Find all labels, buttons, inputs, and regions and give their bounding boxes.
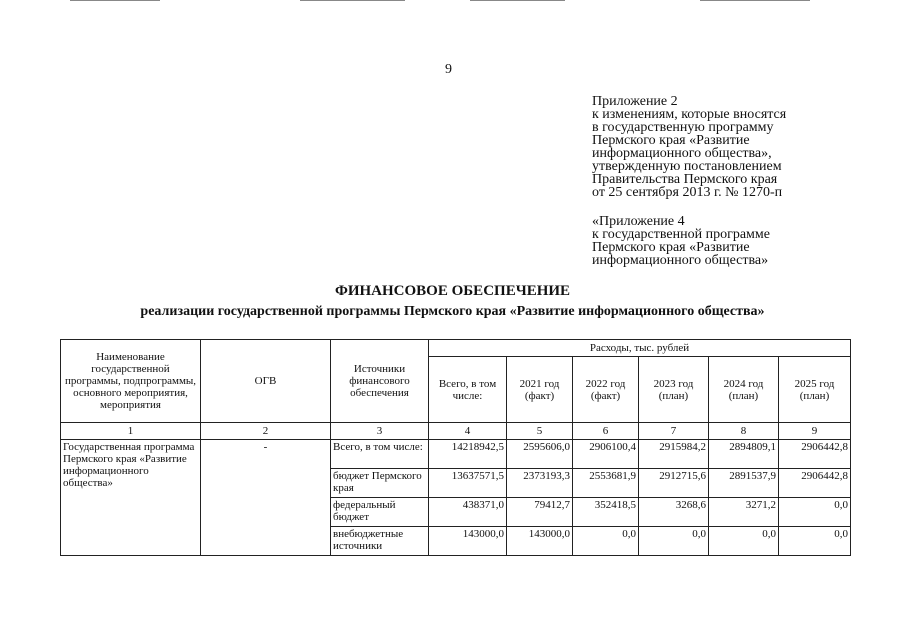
top-edge-line xyxy=(70,0,160,1)
financing-table xyxy=(60,339,851,556)
value-cell: 2553681,9 xyxy=(573,469,639,498)
value-cell: 0,0 xyxy=(639,527,709,556)
ogv-cell: - xyxy=(201,440,331,556)
source-cell: Всего, в том числе: xyxy=(331,440,429,469)
appendix-line: информационного общества» xyxy=(592,253,769,268)
column-number: 3 xyxy=(331,423,429,440)
header-2021: 2021 год (факт) xyxy=(507,357,573,423)
program-name-cell: Государственная программа Пермского края «Развитие информационного общества» xyxy=(61,440,201,556)
value-cell: 143000,0 xyxy=(507,527,573,556)
header-2024: 2024 год (план) xyxy=(709,357,779,423)
appendix-line: Правительства Пермского края xyxy=(592,172,778,187)
value-cell: 0,0 xyxy=(779,498,851,527)
appendix-line: Пермского края «Развитие xyxy=(592,133,750,148)
source-cell: бюджет Пермского края xyxy=(331,469,429,498)
value-cell: 352418,5 xyxy=(573,498,639,527)
value-cell: 2373193,3 xyxy=(507,469,573,498)
value-cell: 14218942,5 xyxy=(429,440,507,469)
header-sources: Источники финансового обеспечения xyxy=(331,340,429,423)
appendix-4-note xyxy=(592,215,897,267)
appendix-line: Приложение 2 xyxy=(592,94,678,109)
column-number: 1 xyxy=(61,423,201,440)
value-cell: 2906442,8 xyxy=(779,440,851,469)
value-cell: 13637571,5 xyxy=(429,469,507,498)
header-ogv: ОГВ xyxy=(201,340,331,423)
header-2023: 2023 год (план) xyxy=(639,357,709,423)
value-cell: 2906442,8 xyxy=(779,469,851,498)
value-cell: 2894809,1 xyxy=(709,440,779,469)
column-number: 4 xyxy=(429,423,507,440)
appendix-line: информационного общества», xyxy=(592,146,772,161)
value-cell: 0,0 xyxy=(573,527,639,556)
source-cell: федеральный бюджет xyxy=(331,498,429,527)
page-number: 9 xyxy=(445,62,452,77)
header-total: Всего, в том числе: xyxy=(429,357,507,423)
header-2022: 2022 год (факт) xyxy=(573,357,639,423)
appendix-line: утвержденную постановлением xyxy=(592,159,782,174)
column-number: 7 xyxy=(639,423,709,440)
appendix-line: к изменениям, которые вносятся xyxy=(592,107,787,122)
appendix-line: к государственной программе xyxy=(592,227,770,242)
column-number: 5 xyxy=(507,423,573,440)
value-cell: 2906100,4 xyxy=(573,440,639,469)
column-number-row xyxy=(61,423,851,440)
appendix-line: «Приложение 4 xyxy=(592,214,685,229)
document-title: ФИНАНСОВОЕ ОБЕСПЕЧЕНИЕ xyxy=(334,283,571,299)
value-cell: 2595606,0 xyxy=(507,440,573,469)
header-2025: 2025 год (план) xyxy=(779,357,851,423)
value-cell: 2891537,9 xyxy=(709,469,779,498)
column-number: 2 xyxy=(201,423,331,440)
column-number: 6 xyxy=(573,423,639,440)
appendix-line: от 25 сентября 2013 г. № 1270-п xyxy=(592,185,783,200)
value-cell: 0,0 xyxy=(709,527,779,556)
header-expenses: Расходы, тыс. рублей xyxy=(429,340,851,357)
document-subtitle: реализации государственной программы Пермского края «Развитие информационного общества» xyxy=(140,304,765,319)
value-cell: 438371,0 xyxy=(429,498,507,527)
table-row xyxy=(61,440,851,469)
top-edge-line xyxy=(300,0,405,1)
value-cell: 0,0 xyxy=(779,527,851,556)
value-cell: 2915984,2 xyxy=(639,440,709,469)
appendix-line: в государственную программу xyxy=(592,120,774,135)
value-cell: 3271,2 xyxy=(709,498,779,527)
top-edge-line xyxy=(700,0,810,1)
top-edge-line xyxy=(470,0,565,1)
header-name: Наименование государственной программы, подпрограммы, основного мероприятия, мероприятия xyxy=(61,340,201,423)
source-cell: внебюджетные источники xyxy=(331,527,429,556)
value-cell: 3268,6 xyxy=(639,498,709,527)
value-cell: 79412,7 xyxy=(507,498,573,527)
appendix-line: Пермского края «Развитие xyxy=(592,240,750,255)
value-cell: 143000,0 xyxy=(429,527,507,556)
appendix-2-note xyxy=(592,95,897,199)
column-number: 8 xyxy=(709,423,779,440)
column-number: 9 xyxy=(779,423,851,440)
value-cell: 2912715,6 xyxy=(639,469,709,498)
